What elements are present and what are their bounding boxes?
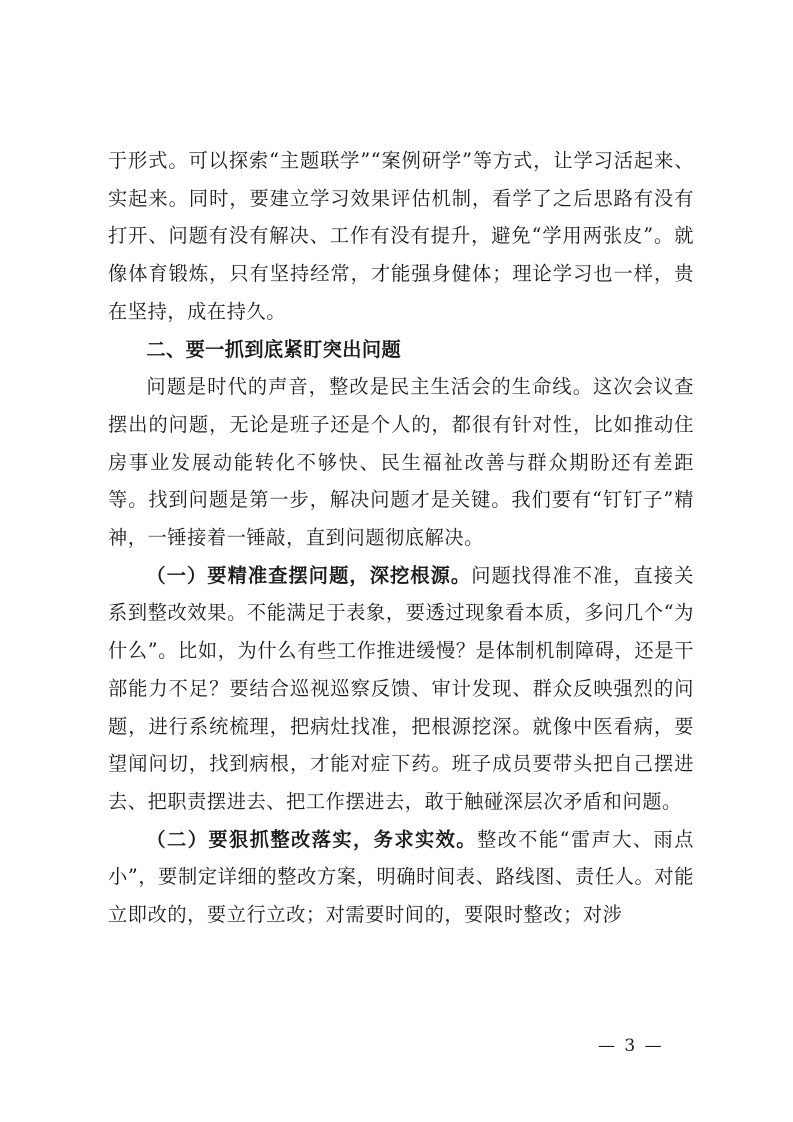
point-two-body: 整改不能“雷声大、雨点小”，要制定详细的整改方案，明确时间表、路线图、责任人。对能立即改的，要立行立改；对需要时间的，要限时整改；对涉 [108,827,694,927]
section-heading: 二、要一抓到底紧盯突出问题 [146,337,402,361]
body-text [108,142,694,934]
point-one-lead: （一）要精准查摆问题，深挖根源。 [146,563,472,587]
point-two-lead: （二）要狠抓整改落实，务求实效。 [146,827,477,851]
paragraph-point-two [108,821,694,934]
page-number: — 3 — [598,1036,664,1056]
point-one-body: 问题找得准不准，直接关系到整改效果。不能满足于表象，要透过现象看本质，多问几个“为什么”。比如，为什么有些工作推进缓慢？是体制机制障碍，还是干部能力不足？要结合巡视巡察反馈、审计发现、群众反映强烈的问题，进行系统梳理，把病灶找准，把根源挖深。就像中医看病，要望闻问切，找到病根，才能对症下药。班子成员要带头把自己摆进去、把职责摆进去、把工作摆进去，敢于触碰深层次矛盾和问题。 [108,563,694,813]
paragraph-problems-intro: 问题是时代的声音，整改是民主生活会的生命线。这次会议查摆出的问题，无论是班子还是个人的，都很有针对性，比如推动住房事业发展动能转化不够快、民生福祉改善与群众期盼还有差距等。找到问题是第一步，解决问题才是关键。我们要有“钉钉子”精神，一锤接着一锤敲，直到问题彻底解决。 [108,375,694,550]
paragraph-point-one [108,557,694,821]
paragraph-continuation: 于形式。可以探索“主题联学”“案例研学”等方式，让学习活起来、实起来。同时，要建立学习效果评估机制，看学了之后思路有没有打开、问题有没有解决、工作有没有提升，避免“学用两张皮”。就像体育锻炼，只有坚持经常，才能强身健体；理论学习也一样，贵在坚持，成在持久。 [108,149,694,323]
